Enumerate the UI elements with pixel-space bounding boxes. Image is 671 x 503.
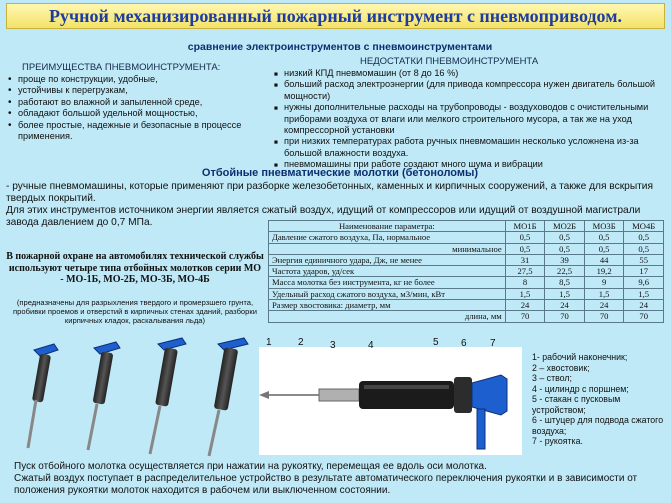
disadvantages-list: [272, 68, 664, 171]
param-value: 70: [584, 311, 624, 322]
legend-item: 7 - рукоятка.: [532, 436, 583, 446]
hammer-cross-section-icon: [259, 347, 522, 455]
list-item: • обладают большой удельной мощностью,: [6, 108, 266, 119]
list-item: • работают во влажной и запыленной среде,: [6, 97, 266, 108]
list-item: ■ низкий КПД пневмомашин (от 8 до 16 %): [272, 68, 664, 79]
param-value: 0,5: [584, 232, 624, 243]
param-value: 0,5: [505, 243, 545, 254]
param-value: 70: [505, 311, 545, 322]
param-value: 1,5: [545, 288, 585, 299]
param-value: 22,5: [545, 266, 585, 277]
hammer-diagram-frame: [259, 347, 522, 455]
diagram-label: 7: [490, 338, 496, 349]
param-value: 70: [545, 311, 585, 322]
hammer-purpose-note: (предназначены для разрыхления твердого и промерзшего грунта, пробивки проемов и отверстий в кирпичных стенах зданий, разборки кирпичных кладок, раскалывания льда): [13, 298, 257, 325]
param-value: 9,6: [624, 277, 664, 288]
list-item: • проще по конструкции, удобные,: [6, 74, 266, 85]
diagram-label: 3: [330, 340, 336, 351]
legend-item: 4 - цилиндр с поршнем;: [532, 383, 629, 394]
param-value: 0,5: [584, 243, 624, 254]
table-row: [269, 311, 664, 322]
param-value: 27,5: [505, 266, 545, 277]
table-row: [269, 300, 664, 311]
param-label: длина, мм: [269, 311, 506, 322]
param-value: 17: [624, 266, 664, 277]
table-header: Наименование параметра:: [269, 221, 506, 232]
advantages-list: [6, 74, 266, 142]
param-value: 0,5: [624, 232, 664, 243]
table-row: [269, 288, 664, 299]
hammer-mo1b-icon: [28, 344, 58, 448]
table-header-row: [269, 221, 664, 232]
param-label: Масса молотка без инструмента, кг не более: [269, 277, 506, 288]
diagram-label: 4: [368, 340, 374, 351]
diagram-label: 5: [433, 337, 439, 348]
hammer-types-text: В пожарной охране на автомобилях технической службы используют четыре типа отбойных молотков серии МО - МО-1Б, МО-2Б, МО-3Б, МО-4Б: [6, 251, 264, 285]
param-value: 1,5: [505, 288, 545, 299]
diagram-legend: [532, 352, 666, 447]
param-value: 1,5: [624, 288, 664, 299]
param-label: Давление сжатого воздуха, Па, нормальное: [269, 232, 506, 243]
param-value: 24: [584, 300, 624, 311]
diagram-label: 1: [266, 337, 272, 348]
table-header: МО1Б: [505, 221, 545, 232]
param-value: 0,5: [545, 243, 585, 254]
param-value: 0,5: [505, 232, 545, 243]
param-value: 70: [624, 311, 664, 322]
bottom-line: Пуск отбойного молотка осуществляется при нажатии на рукоятку, перемещая ее вдоль оси молотка.: [14, 461, 487, 472]
param-value: 31: [505, 254, 545, 265]
param-value: 8: [505, 277, 545, 288]
param-label: Размер хвостовика: диаметр, мм: [269, 300, 506, 311]
spec-table: [268, 220, 664, 323]
param-value: 19,2: [584, 266, 624, 277]
list-item: ■ при низких температурах работа ручных пневмомашин несколько усложнена из-за большой влажности воздуха.: [272, 136, 664, 159]
disadvantages-heading: НЕДОСТАТКИ ПНЕВМОИНСТРУМЕНТА: [360, 56, 539, 67]
param-value: 39: [545, 254, 585, 265]
table-row: [269, 243, 664, 254]
param-label: минимальное: [269, 243, 506, 254]
table-row: [269, 232, 664, 243]
bottom-text: [14, 461, 664, 497]
advantages-heading: ПРЕИМУЩЕСТВА ПНЕВМОИНСТРУМЕНТА:: [22, 62, 221, 73]
legend-item: 3 – ствол;: [532, 373, 572, 383]
hammer-mo4b-icon: [209, 338, 248, 456]
diagram-label: 6: [461, 338, 467, 349]
comparison-heading: сравнение электроинструментов с пневмоинструментами: [187, 41, 493, 53]
param-label: Частота ударов, уд/сек: [269, 266, 506, 277]
hammer-mo3b-icon: [150, 338, 186, 454]
param-label: Энергия единичного удара, Дж, не менее: [269, 254, 506, 265]
list-item: ■ нужны дополнительные расходы на трубопроводы - воздуховодов с очистительными приборами воздуха от влаги или мелкого строительного мусора, а так же на уход компрессорной установки: [272, 102, 664, 136]
list-item: • устойчивы к перегрузкам,: [6, 85, 266, 96]
param-value: 24: [624, 300, 664, 311]
table-header: МО3Б: [584, 221, 624, 232]
legend-item: 2 – хвостовик;: [532, 362, 590, 373]
param-value: 44: [584, 254, 624, 265]
param-value: 8,5: [545, 277, 585, 288]
legend-item: 1- рабочий наконечник;: [532, 352, 628, 362]
legend-item: 6 - штуцер для подвода сжатого воздуха;: [532, 415, 664, 436]
param-value: 0,5: [545, 232, 585, 243]
table-row: [269, 277, 664, 288]
title-bar: [6, 3, 665, 29]
param-value: 0,5: [624, 243, 664, 254]
page-title: Ручной механизированный пожарный инструмент с пневмоприводом.: [49, 6, 622, 26]
param-value: 24: [545, 300, 585, 311]
diagram-label: 2: [298, 337, 304, 348]
param-value: 24: [505, 300, 545, 311]
param-value: 55: [624, 254, 664, 265]
legend-item: 5 - стакан с пусковым устройством;: [532, 394, 621, 415]
param-value: 1,5: [584, 288, 624, 299]
hammers-heading: Отбойные пневматические молотки (бетоноломы): [201, 167, 479, 179]
table-header: МО2Б: [545, 221, 585, 232]
list-item: • более простые, надежные и безопасные в процессе применения.: [6, 120, 266, 143]
table-header: МО4Б: [624, 221, 664, 232]
source-text: Для этих инструментов источником энергии является сжатый воздух, идущий от компрессоров или идущий от воздушной магистрали завода давлением до 0,7 МПа.: [6, 205, 641, 228]
list-item: ■ пневмомашины при работе создают много шума и вибрации: [272, 159, 664, 170]
list-item: ■ больший расход электроэнергии (для привода компрессора нужен двигатель большой мощности): [272, 79, 664, 102]
table-row: [269, 254, 664, 265]
intro-text: - ручные пневмомашины, которые применяют при разборке железобетонных, каменных и кирпичных сооружений, а также для вскрытия твердых покрытий.: [6, 181, 654, 204]
hammer-models-illustration: [6, 336, 256, 460]
param-value: 9: [584, 277, 624, 288]
param-label: Удельный расход сжатого воздуха, м3/мин, кВт: [269, 288, 506, 299]
table-row: [269, 266, 664, 277]
bottom-line: Сжатый воздух поступает в распределительное устройство в результате автоматического переключения рукоятки и в зависимости от положения рукоятки молоток находится в рабочем или выключенном состоянии.: [14, 473, 638, 496]
hammer-mo2b-icon: [88, 342, 120, 450]
